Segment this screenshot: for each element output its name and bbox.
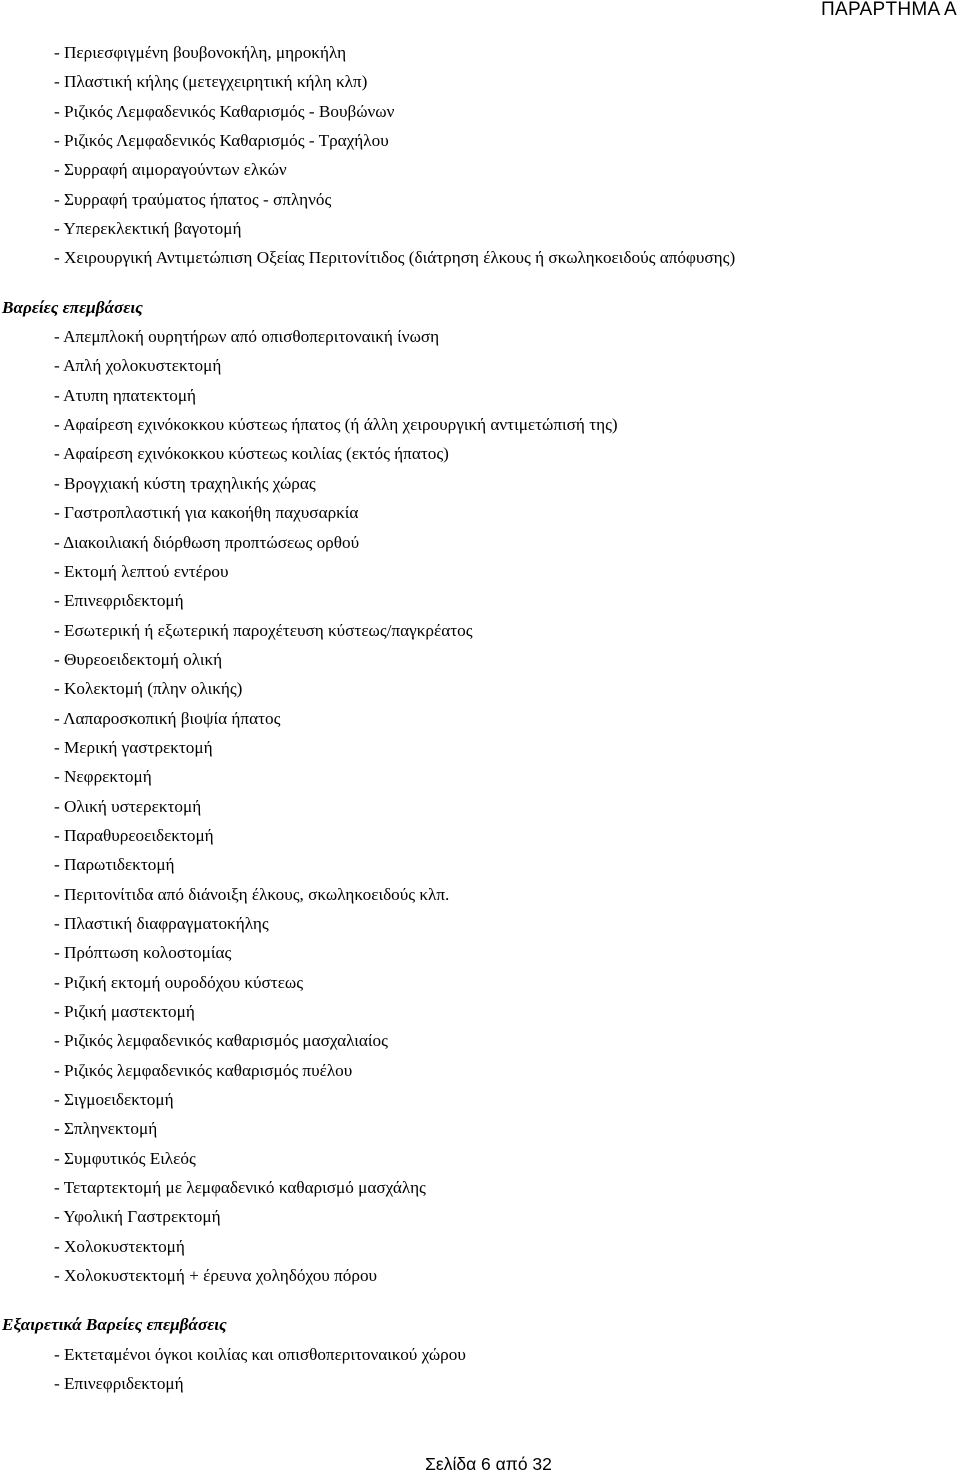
heavy-procedure-list [0,322,960,1290]
procedure-list-item: - Μερική γαστρεκτομή [54,737,213,757]
procedure-list-item: - Ολική υστερεκτομή [54,796,202,816]
procedure-list-item: - Ριζικός Λεμφαδενικός Καθαρισμός - Τραχήλου [54,131,389,151]
procedure-list-item: - Συμφυτικός Ειλεός [54,1148,196,1168]
procedure-list-item: - Επινεφριδεκτομή [54,1374,184,1394]
procedure-list-item: - Πρόπτωση κολοστομίας [54,943,232,963]
procedure-list-item: - Πλαστική κήλης (μετεγχειρητική κήλη κλπ) [54,72,368,92]
procedure-list-item: - Ριζικός λεμφαδενικός καθαρισμός πυέλου [54,1060,353,1080]
procedure-list-item: - Απλή χολοκυστεκτομή [54,356,222,376]
procedure-list-item: - Κολεκτομή (πλην ολικής) [54,679,243,699]
procedure-list-item: - Εκτομή λεπτού εντέρου [54,561,229,581]
procedure-list-item: - Τεταρτεκτομή με λεμφαδενικό καθαρισμό μασχάλης [54,1178,426,1198]
procedure-list-item: - Χειρουργική Αντιμετώπιση Οξείας Περιτονίτιδος (διάτρηση έλκους ή σκωληκοειδούς απόφυσης) [54,248,736,268]
page-header-title: ΠΑΡΑΡΤΗΜΑ Α [821,0,957,20]
procedure-list-item: - Εσωτερική ή εξωτερική παροχέτευση κύστεως/παγκρέατος [54,620,473,640]
procedure-list-item: - Απεμπλοκή ουρητήρων από οπισθοπεριτοναική ίνωση [54,327,440,347]
procedure-list-item: - Υφολική Γαστρεκτομή [54,1207,221,1227]
procedure-list-item: - Παραθυρεοειδεκτομή [54,825,214,845]
heavy-procedures-heading: Βαρείες επεμβάσεις [2,297,143,317]
exceptional-procedures-heading: Εξαιρετικά Βαρείες επεμβάσεις [2,1315,227,1335]
procedure-list-item: - Περιεσφιγμένη βουβονοκήλη, μηροκήλη [54,43,347,62]
procedure-list-item: - Ριζικός λεμφαδενικός καθαρισμός μασχαλιαίος [54,1031,388,1051]
procedure-list-item: - Υπερεκλεκτική βαγοτομή [54,219,242,239]
procedure-list-item: - Ριζικός Λεμφαδενικός Καθαρισμός - Βουβώνων [54,101,395,121]
procedure-list-item: - Διακοιλιακή διόρθωση προπτώσεως ορθού [54,532,360,552]
intro-procedure-list [0,38,960,273]
procedure-list-item: - Νεφρεκτομή [54,767,152,787]
procedure-list-item: - Λαπαροσκοπική βιοψία ήπατος [54,708,281,728]
procedure-list-item: - Συρραφή τραύματος ήπατος - σπληνός [54,189,332,209]
procedure-list-item: - Παρωτιδεκτομή [54,855,175,875]
procedure-list-item: - Αφαίρεση εχινόκοκκου κύστεως ήπατος (ή άλλη χειρουργική αντιμετώπισή της) [54,415,618,435]
section-spacer [0,273,960,293]
procedure-list-item: - Ριζική εκτομή ουροδόχου κύστεως [54,972,304,992]
page-number-footer: Σελίδα 6 από 32 [425,1454,552,1474]
exceptional-procedure-list [0,1340,960,1399]
procedure-list-item: - Θυρεοειδεκτομή ολική [54,649,223,669]
procedure-list-item: - Περιτονίτιδα από διάνοιξη έλκους, σκωληκοειδούς κλπ. [54,884,450,904]
document-body [0,38,960,1398]
procedure-list-item: - Συρραφή αιμοραγούντων ελκών [54,160,287,180]
procedure-list-item: - Σιγμοειδεκτομή [54,1090,174,1110]
procedure-list-item: - Ριζική μαστεκτομή [54,1002,195,1021]
procedure-list-item: - Ατυπη ηπατεκτομή [54,385,197,405]
procedure-list-item: - Χολοκυστεκτομή [54,1236,185,1256]
procedure-list-item: - Γαστροπλαστική για κακοήθη παχυσαρκία [54,503,359,523]
section-spacer [0,1290,960,1310]
procedure-list-item: - Αφαίρεση εχινόκοκκου κύστεως κοιλίας (εκτός ήπατος) [54,444,449,464]
procedure-list-item: - Επινεφριδεκτομή [54,591,184,611]
procedure-list-item: - Βρογχιακή κύστη τραχηλικής χώρας [54,473,316,493]
procedure-list-item: - Εκτεταμένοι όγκοι κοιλίας και οπισθοπεριτοναικού χώρου [54,1344,466,1364]
procedure-list-item: - Χολοκυστεκτομή + έρευνα χοληδόχου πόρου [54,1266,378,1286]
procedure-list-item: - Πλαστική διαφραγματοκήλης [54,913,269,933]
procedure-list-item: - Σπληνεκτομή [54,1119,158,1139]
